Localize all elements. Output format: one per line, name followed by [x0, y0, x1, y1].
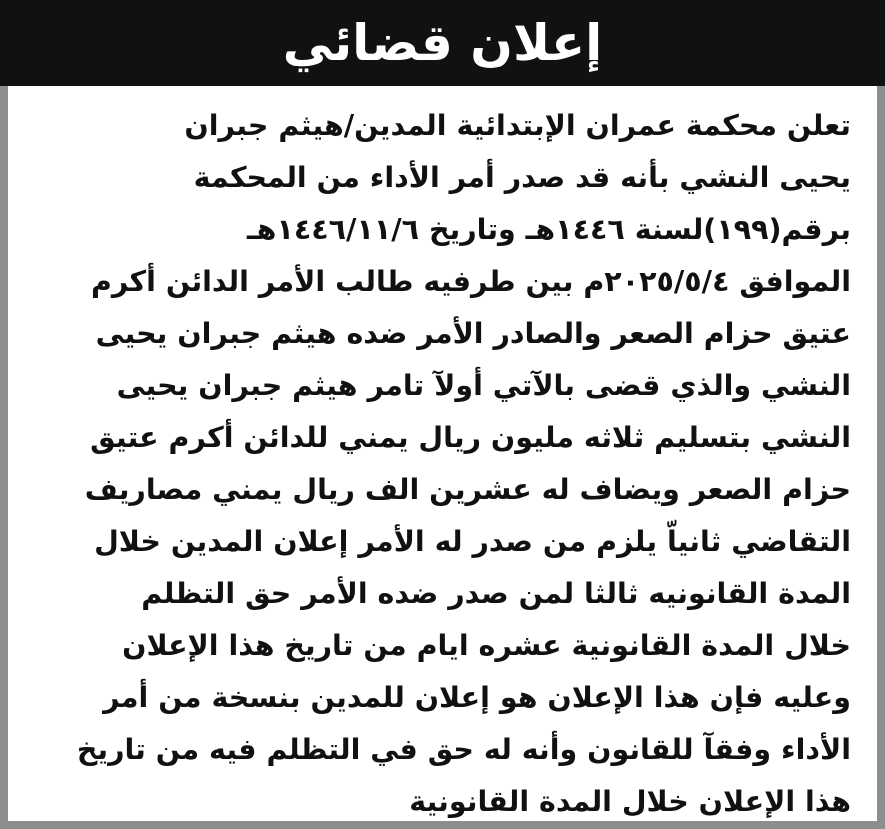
notice-line: حزام الصعر ويضاف له عشرين الف ريال يمني مصاريف	[84, 473, 851, 506]
notice-line: هذا الإعلان خلال المدة القانونية	[409, 785, 851, 818]
notice-line: تعلن محكمة عمران الإبتدائية المدين/هيثم جبران	[184, 109, 851, 142]
notice-line: برقم(١٩٩)لسنة ١٤٤٦هـ وتاريخ ١٤٤٦/١١/٦هـ	[246, 213, 851, 246]
notice-body-frame	[0, 86, 885, 829]
notice-line: المدة القانونيه ثالثا لمن صدر ضده الأمر حق التظلم	[141, 577, 851, 610]
notice-title: إعلان قضائي	[282, 14, 603, 72]
notice-line: الأداء وفقآ للقانون وأنه له حق في التظلم فيه من تاريخ	[76, 733, 851, 766]
notice-line: التقاضي ثانياّ يلزم من صدر له الأمر إعلان المدين خلال	[94, 525, 851, 558]
notice-header-bar	[0, 0, 885, 86]
notice-line: النشي والذي قضى بالآتي أولآ تامر هيثم جبران يحيى	[116, 369, 851, 402]
notice-line: عتيق حزام الصعر والصادر الأمر ضده هيثم جبران يحيى	[95, 317, 851, 350]
notice-line: الموافق ٢٠٢٥/٥/٤م بين طرفيه طالب الأمر الدائن أكرم	[90, 265, 851, 298]
notice-body-text	[34, 100, 851, 828]
notice-line: النشي بتسليم ثلاثه مليون ريال يمني للدائن أكرم عتيق	[90, 421, 851, 454]
notice-line: خلال المدة القانونية عشره ايام من تاريخ هذا الإعلان	[122, 629, 851, 662]
notice-line: يحيى النشي بأنه قد صدر أمر الأداء من المحكمة	[193, 161, 851, 194]
notice-line: وعليه فإن هذا الإعلان هو إعلان للمدين بنسخة من أمر	[103, 681, 851, 714]
